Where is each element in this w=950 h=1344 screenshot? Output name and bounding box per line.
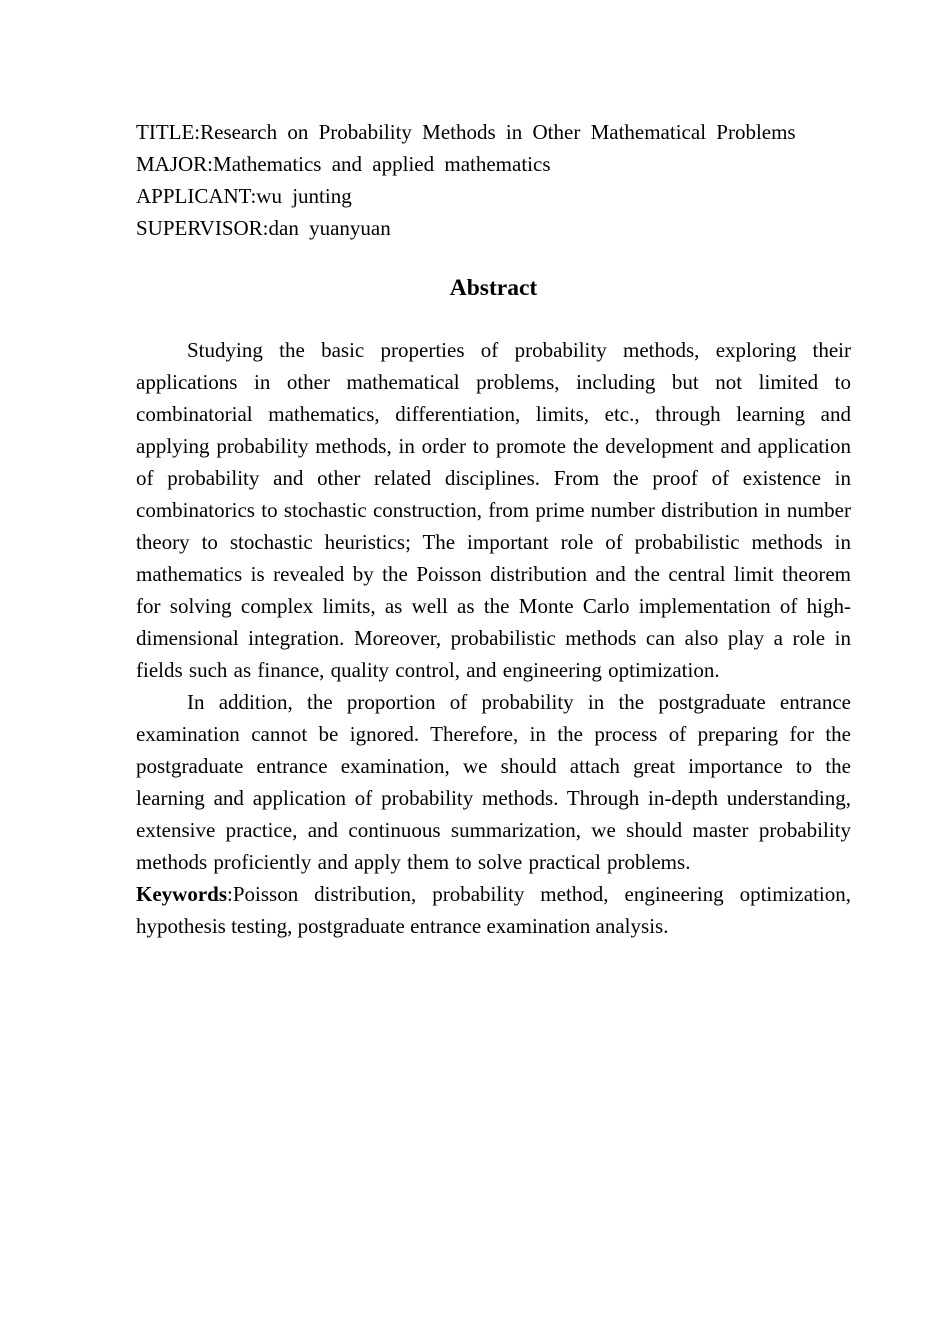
major-line: MAJOR:Mathematics and applied mathematics bbox=[136, 152, 551, 176]
title-line: TITLE:Research on Probability Methods in Other Mathematical Problems bbox=[136, 120, 796, 144]
abstract-paragraph-2: In addition, the proportion of probability in the postgraduate entrance examination cannot be ignored. Therefore, in the process of preparing for the postgraduate entrance examination, we should attach great importance to the learning and application of probability methods. Through in-depth understanding, extensive practice, and continuous summarization, we should master probability methods proficiently and apply them to solve practical problems. bbox=[136, 690, 851, 874]
document-page bbox=[136, 116, 851, 942]
thesis-meta bbox=[136, 116, 851, 244]
abstract-paragraph-1: Studying the basic properties of probability methods, exploring their applications in other mathematical problems, including but not limited to combinatorial mathematics, differentiation, limits, etc., through learning and applying probability methods, in order to promote the development and application of probability and other related disciplines. From the proof of existence in combinatorics to stochastic construction, from prime number distribution in number theory to stochastic heuristics; The important role of probabilistic methods in mathematics is revealed by the Poisson distribution and the central limit theorem for solving complex limits, as well as the Monte Carlo implementation of high-dimensional integration. Moreover, probabilistic methods can also play a role in fields such as finance, quality control, and engineering optimization. bbox=[136, 338, 851, 682]
keywords-line bbox=[136, 878, 851, 942]
supervisor-line: SUPERVISOR:dan yuanyuan bbox=[136, 216, 391, 240]
abstract-body bbox=[136, 334, 851, 942]
abstract-heading: Abstract bbox=[449, 275, 538, 301]
keywords-text: :Poisson distribution, probability method, engineering optimization, hypothesis testing, postgraduate entrance examination analysis. bbox=[136, 882, 851, 938]
keywords-label: Keywords bbox=[136, 882, 227, 906]
applicant-line: APPLICANT:wu junting bbox=[136, 184, 352, 208]
